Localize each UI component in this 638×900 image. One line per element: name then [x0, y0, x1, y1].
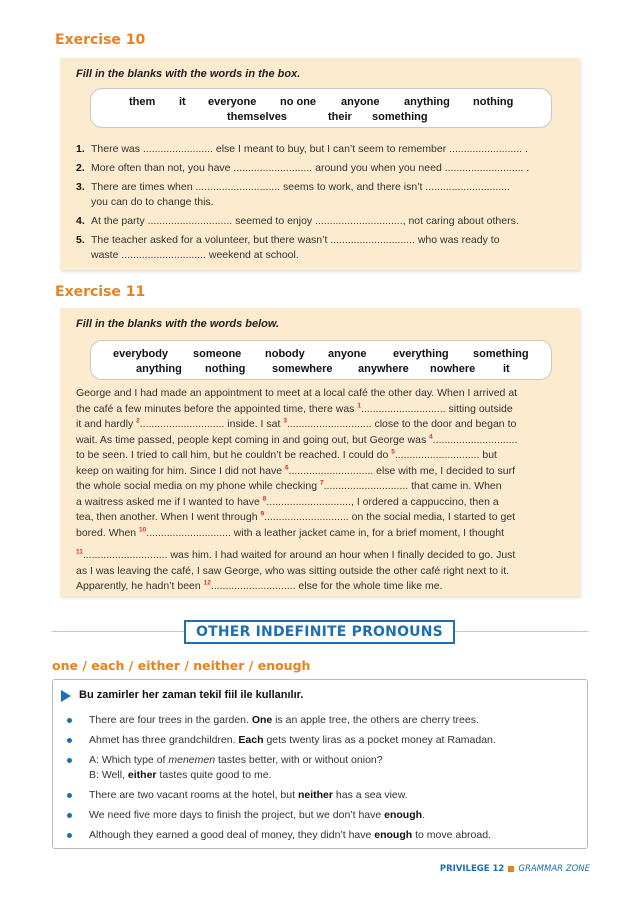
item-text: More often than not, you have ........................... around you when you need ........................... . — [91, 162, 530, 174]
gap-number: 10 — [139, 526, 147, 533]
gap-number: 9 — [260, 510, 265, 518]
example-keyword: enough — [374, 829, 413, 841]
example-text: There are four trees in the garden. — [89, 714, 252, 726]
item-text-line2: waste ............................. weekend at school. — [91, 249, 299, 261]
example-text: tastes better, with or without onion? — [215, 754, 383, 766]
example-keyword: Each — [238, 734, 264, 746]
gap-number: 8 — [262, 495, 267, 502]
square-icon — [508, 866, 514, 872]
passage-text: to be seen. I tried to call him, but he couldn’t be reached. I could do — [76, 449, 392, 461]
bullet-dot-icon — [67, 758, 72, 763]
word-box-item: something — [372, 111, 428, 123]
blank: ............................. — [264, 511, 349, 523]
word-box-item: it — [503, 363, 510, 375]
word-box-item: anything — [136, 363, 182, 375]
gap-number: 3 — [283, 417, 287, 425]
blank: ............................. — [288, 464, 374, 477]
blank: ............................. — [286, 418, 372, 430]
bullet-dot-icon — [67, 738, 72, 743]
example-text: gets twenty liras as a pocket money at Ramadan. — [263, 734, 496, 746]
section-divider-left — [52, 631, 184, 632]
passage-text: close to the door and began to — [371, 418, 517, 430]
word-box-item: their — [328, 111, 352, 123]
exercise-10-card — [60, 58, 580, 270]
passage-text: it and hardly — [76, 418, 137, 430]
item-number: 1. — [76, 143, 85, 155]
passage-text: George and I had made an appointment to meet at a local café the other day. When I arrived at — [76, 387, 518, 399]
blank: ............................. — [82, 549, 168, 561]
passage-text: else with me, I decided to surf — [373, 464, 516, 477]
blank: ............................. — [146, 526, 231, 539]
word-box-item: nothing — [205, 363, 246, 375]
passage-text: a waitress asked me if I wanted to have — [76, 495, 263, 508]
item-text: There are times when ............................. seems to work, and there isn’t ............................. — [91, 181, 510, 193]
exercise-11-instruction: Fill in the blanks with the words below. — [76, 318, 280, 330]
blank: ............................. — [323, 480, 409, 492]
gap-number: 11 — [76, 548, 83, 556]
gap-number: 12 — [203, 579, 211, 587]
passage-text: was him. I had waited for around an hour when I finally decided to go. Just — [167, 549, 516, 561]
rule-box — [52, 679, 588, 849]
section-heading: OTHER INDEFINITE PRONOUNS — [184, 620, 455, 644]
word-box-item: anything — [404, 96, 450, 108]
gap-number: 5 — [391, 448, 395, 456]
passage-text: wait. As time passed, people kept coming in and going out, but George was — [76, 433, 430, 446]
gap-number: 7 — [319, 479, 324, 487]
word-box-item: nothing — [473, 96, 514, 108]
exercise-10-title: Exercise 10 — [55, 32, 146, 48]
word-box-item: it — [179, 96, 186, 108]
gap-number: 6 — [284, 464, 289, 471]
footer-zone: GRAMMAR ZONE — [518, 864, 590, 874]
passage-text: bored. When — [76, 526, 140, 539]
passage-text: but — [479, 449, 497, 461]
blank: ............................. — [432, 433, 518, 446]
gap-number: 2 — [136, 417, 140, 425]
exercise-11-card — [60, 308, 580, 596]
word-box-item: them — [129, 96, 156, 108]
passage-text: else for the whole time like me. — [295, 580, 443, 592]
example-text: to move abroad. — [412, 829, 491, 841]
bullet-dot-icon — [67, 793, 72, 798]
word-box-item: nowhere — [430, 363, 476, 375]
word-box-item: anyone — [328, 348, 367, 360]
passage-text: tea, then another. When I went through — [76, 511, 261, 523]
exercise-10-instruction: Fill in the blanks with the words in the box. — [76, 68, 301, 80]
bullet-dot-icon — [67, 833, 72, 838]
example-italic: menemen — [168, 754, 216, 766]
blank: ............................. — [139, 418, 225, 430]
bullet-dot-icon — [67, 718, 72, 723]
item-number: 5. — [76, 234, 85, 246]
passage-text: keep on waiting for him. Since I did not have — [76, 464, 285, 477]
passage-text: Apparently, he hadn’t been — [76, 580, 204, 592]
passage-text: the café a few minutes before the appointed time, there was — [76, 402, 358, 415]
play-arrow-icon — [61, 690, 71, 702]
example-keyword: enough — [384, 809, 423, 821]
passage-text: that came in. When — [408, 480, 502, 492]
passage-text: with a leather jacket came in, for a brief moment, I thought — [230, 526, 505, 539]
blank: ............................. — [360, 402, 446, 415]
gap-number: 4 — [429, 433, 433, 440]
item-text: The teacher asked for a volunteer, but there wasn’t ............................. who was ready to — [91, 234, 500, 246]
example-text: B: Well, — [89, 769, 128, 781]
bullet-dot-icon — [67, 813, 72, 818]
example-keyword: One — [251, 714, 273, 726]
example-text: There are two vacant rooms at the hotel, but — [89, 789, 298, 801]
word-box-item: anywhere — [358, 363, 409, 375]
exercise-11-word-box — [90, 340, 552, 380]
word-box-item: someone — [193, 348, 242, 360]
item-text-line2: you can do to change this. — [91, 196, 214, 208]
example-text: A: Which type of — [89, 754, 169, 766]
section-divider-right — [455, 631, 588, 632]
example-text: tastes quite good to me. — [156, 769, 272, 781]
footer-brand: PRIVILEGE 12 — [439, 864, 505, 874]
section-subheading: one / each / either / neither / enough — [52, 658, 311, 673]
passage-text: on the social media, I started to get — [348, 511, 516, 523]
example-keyword: neither — [297, 789, 333, 801]
blank: ............................. — [210, 580, 296, 592]
word-box-item: no one — [280, 96, 317, 108]
passage-text: sitting outside — [445, 402, 513, 415]
word-box-item: something — [473, 348, 529, 360]
rule-title: Bu zamirler her zaman tekil fiil ile kullanılır. — [79, 689, 304, 701]
example-text: . — [422, 809, 425, 821]
gap-number: 1 — [357, 402, 361, 409]
item-number: 2. — [76, 162, 85, 174]
exercise-10-word-box — [90, 88, 552, 128]
word-box-item: nobody — [265, 348, 305, 360]
page-footer — [440, 864, 590, 874]
word-box-item: everybody — [113, 348, 169, 360]
word-box-item: anyone — [341, 96, 380, 108]
example-text: We need five more days to finish the project, but we don’t have — [89, 809, 385, 821]
example-text: Although they earned a good deal of money, they didn’t have — [89, 829, 375, 841]
example-text: has a sea view. — [332, 789, 408, 801]
passage-text: inside. I sat — [224, 418, 284, 430]
example-text: is an apple tree, the others are cherry trees. — [272, 714, 479, 726]
word-box-item: everything — [393, 348, 449, 360]
example-text: Ahmet has three grandchildren. — [89, 734, 239, 746]
item-text: There was ........................ else I meant to buy, but I can’t seem to remember ......................... . — [91, 143, 528, 155]
blank: ............................. — [266, 495, 351, 508]
exercise-11-title: Exercise 11 — [55, 284, 146, 300]
item-number: 4. — [76, 215, 85, 227]
blank: ............................. — [394, 449, 480, 461]
word-box-item: everyone — [208, 96, 257, 108]
passage-text: as I was leaving the café, I saw George, who was sitting outside the other café right next to it. — [76, 564, 510, 577]
passage-text: the whole social media on my phone while checking — [76, 480, 320, 492]
word-box-item: somewhere — [272, 363, 333, 375]
item-text: At the party ............................. seemed to enjoy .............................., not caring about others. — [91, 215, 519, 227]
item-number: 3. — [76, 181, 85, 193]
passage-text: , I ordered a cappuccino, then a — [351, 495, 499, 508]
example-keyword: either — [127, 769, 157, 781]
word-box-item: themselves — [227, 111, 287, 123]
